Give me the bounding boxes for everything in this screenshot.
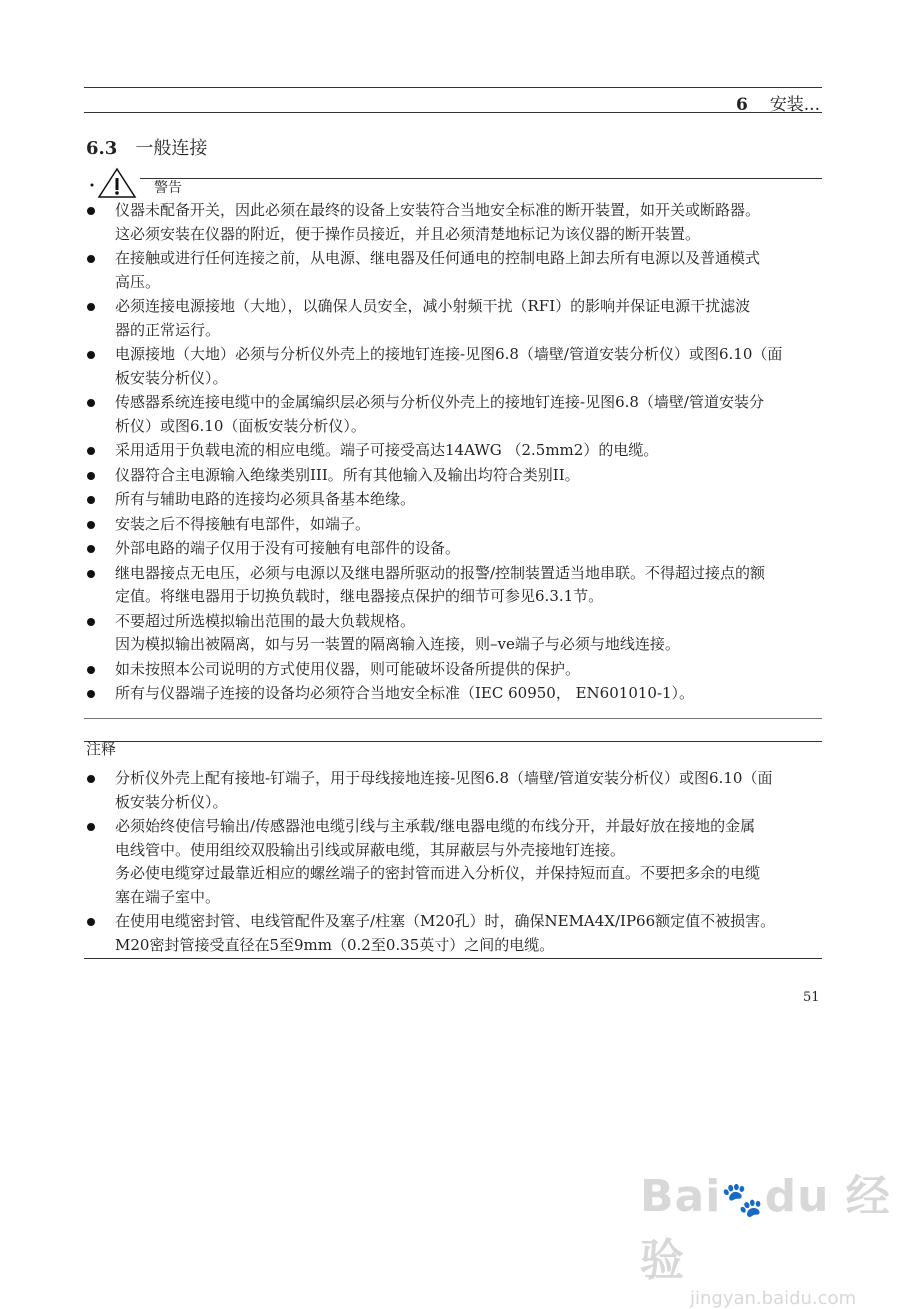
list-item-text: 在接触或进行任何连接之前，从电源、继电器及任何通电的控制电路上卸去所有电源以及普通模式	[115, 249, 761, 267]
bullet-icon	[87, 570, 95, 578]
list-item-text: 板安装分析仪）。	[115, 368, 228, 387]
list-item	[84, 682, 824, 706]
warning-label: 警告	[154, 180, 182, 196]
list-item	[84, 391, 824, 438]
bullet-icon	[87, 472, 95, 480]
list-item	[84, 815, 824, 909]
list-item-text: 高压。	[115, 272, 161, 291]
bullet-icon	[87, 545, 95, 553]
list-item-text: 仪器符合主电源输入绝缘类别III。所有其他输入及输出均符合类别II。	[115, 465, 580, 484]
list-item-text: 仪器未配备开关，因此必须在最终的设备上安装符合当地安全标准的断开装置，如开关或断路器。	[115, 201, 761, 219]
bullet-icon	[87, 351, 95, 359]
list-item-text: 务必使电缆穿过最靠近相应的螺丝端子的密封管而进入分析仪，并保持短而直。不要把多余的电缆	[115, 864, 761, 882]
bullet-icon	[87, 618, 95, 626]
bullet-icon	[87, 521, 95, 529]
list-item-text: 定值。将继电器用于切换负载时，继电器接点保护的细节可参见6.3.1节。	[115, 587, 604, 605]
chapter-number: 6	[735, 95, 748, 115]
note-list	[84, 767, 824, 958]
list-item-text: 安装之后不得接触有电部件，如端子。	[115, 514, 371, 533]
list-item-text: 所有与辅助电路的连接均必须具备基本绝缘。	[115, 490, 416, 508]
list-item-text: 必须始终使信号输出/传感器池电缆引线与主承载/继电器电缆的布线分开，并最好放在接地的金属	[115, 817, 756, 835]
list-item-text: 这必须安装在仪器的附近，便于操作员接近，并且必须清楚地标记为该仪器的断开装置。	[115, 224, 701, 243]
bullet-icon	[87, 447, 95, 455]
list-item-text: 外部电路的端子仅用于没有可接触有电部件的设备。	[115, 539, 461, 557]
list-item-text: 继电器接点无电压，必须与电源以及继电器所驱动的报警/控制装置适当地串联。不得超过接点的额	[115, 563, 766, 582]
list-item	[84, 610, 824, 657]
section-heading	[86, 134, 207, 160]
note-bottom-rule	[84, 958, 822, 959]
page-number: 51	[803, 990, 820, 1005]
warning-top-rule	[140, 178, 822, 179]
list-item	[84, 767, 824, 814]
header-bottom-rule	[84, 112, 822, 113]
bullet-icon	[87, 918, 95, 926]
note-label: 注释	[86, 740, 117, 758]
bullet-icon	[87, 303, 95, 311]
note-top-rule	[84, 741, 822, 742]
list-item	[84, 199, 824, 246]
bullet-icon	[87, 690, 95, 698]
bullet-icon	[87, 255, 95, 263]
list-item	[84, 295, 824, 342]
list-item-text: 必须连接电源接地（大地），以确保人员安全，减小射频干扰（RFI）的影响并保证电源干扰滤波	[115, 297, 751, 315]
list-item	[84, 343, 824, 390]
list-item-text: 塞在端子室中。	[115, 887, 221, 906]
list-item-text: 如未按照本公司说明的方式使用仪器，则可能破坏设备所提供的保护。	[115, 659, 581, 678]
list-item-text: 采用适用于负载电流的相应电缆。端子可接受高达14AWG （2.5mm2）的电缆。	[115, 441, 659, 459]
list-item	[84, 658, 824, 682]
list-item	[84, 439, 824, 463]
baidu-watermark	[640, 1160, 904, 1309]
bullet-icon	[87, 823, 95, 831]
list-item-text: 在使用电缆密封管、电线管配件及塞子/柱塞（M20孔）时，确保NEMA4X/IP66额定值不被损害。	[115, 912, 776, 930]
list-item-text: 分析仪外壳上配有接地-钉端子，用于母线接地连接-见图6.8（墙壁/管道安装分析仪）或图6.10（面	[115, 769, 773, 787]
watermark-url: jingyan.baidu.com	[690, 1288, 857, 1309]
header-top-rule	[84, 87, 822, 88]
watermark-logo: Bai🐾du 经验	[640, 1171, 891, 1286]
list-item-text: 板安装分析仪）。	[115, 792, 228, 811]
list-item	[84, 464, 824, 488]
section-number: 6.3	[86, 138, 118, 159]
bullet-icon	[87, 207, 95, 215]
list-item	[84, 537, 824, 561]
list-item-text: 不要超过所选模拟输出范围的最大负载规格。	[115, 611, 416, 630]
list-item-text: 因为模拟输出被隔离，如与另一装置的隔离输入连接，则–ve端子与必须与地线连接。	[115, 635, 680, 653]
list-item-text: 析仪）或图6.10（面板安装分析仪）。	[115, 416, 366, 435]
bullet-icon	[87, 496, 95, 504]
list-item-text: 器的正常运行。	[115, 320, 221, 339]
bullet-icon	[87, 775, 95, 783]
list-item-text: 电线管中。使用组绞双股输出引线或屏蔽电缆，其屏蔽层与外壳接地钉连接。	[115, 840, 626, 859]
list-item-text: 电源接地（大地）必须与分析仪外壳上的接地钉连接-见图6.8（墙壁/管道安装分析仪）或图6.10（面	[115, 345, 783, 363]
warning-list	[84, 199, 824, 707]
bullet-icon	[87, 399, 95, 407]
warning-header	[86, 167, 182, 199]
bullet-icon	[87, 666, 95, 674]
list-item-text: 传感器系统连接电缆中的金属编织层必须与分析仪外壳上的接地钉连接-见图6.8（墙壁/管道安装分	[115, 393, 764, 411]
section-title: 一般连接	[135, 138, 208, 159]
list-item	[84, 247, 824, 294]
list-item	[84, 910, 824, 957]
chapter-title: 安装...	[769, 95, 820, 115]
list-item	[84, 562, 824, 609]
warning-triangle-icon	[86, 167, 140, 199]
list-item	[84, 488, 824, 512]
warning-bottom-rule	[84, 718, 822, 719]
list-item-text: 所有与仪器端子连接的设备均必须符合当地安全标准（IEC 60950， EN601010-1）。	[115, 684, 695, 702]
list-item-text: M20密封管接受直径在5至9mm（0.2至0.35英寸）之间的电缆。	[115, 935, 555, 954]
list-item	[84, 513, 824, 537]
